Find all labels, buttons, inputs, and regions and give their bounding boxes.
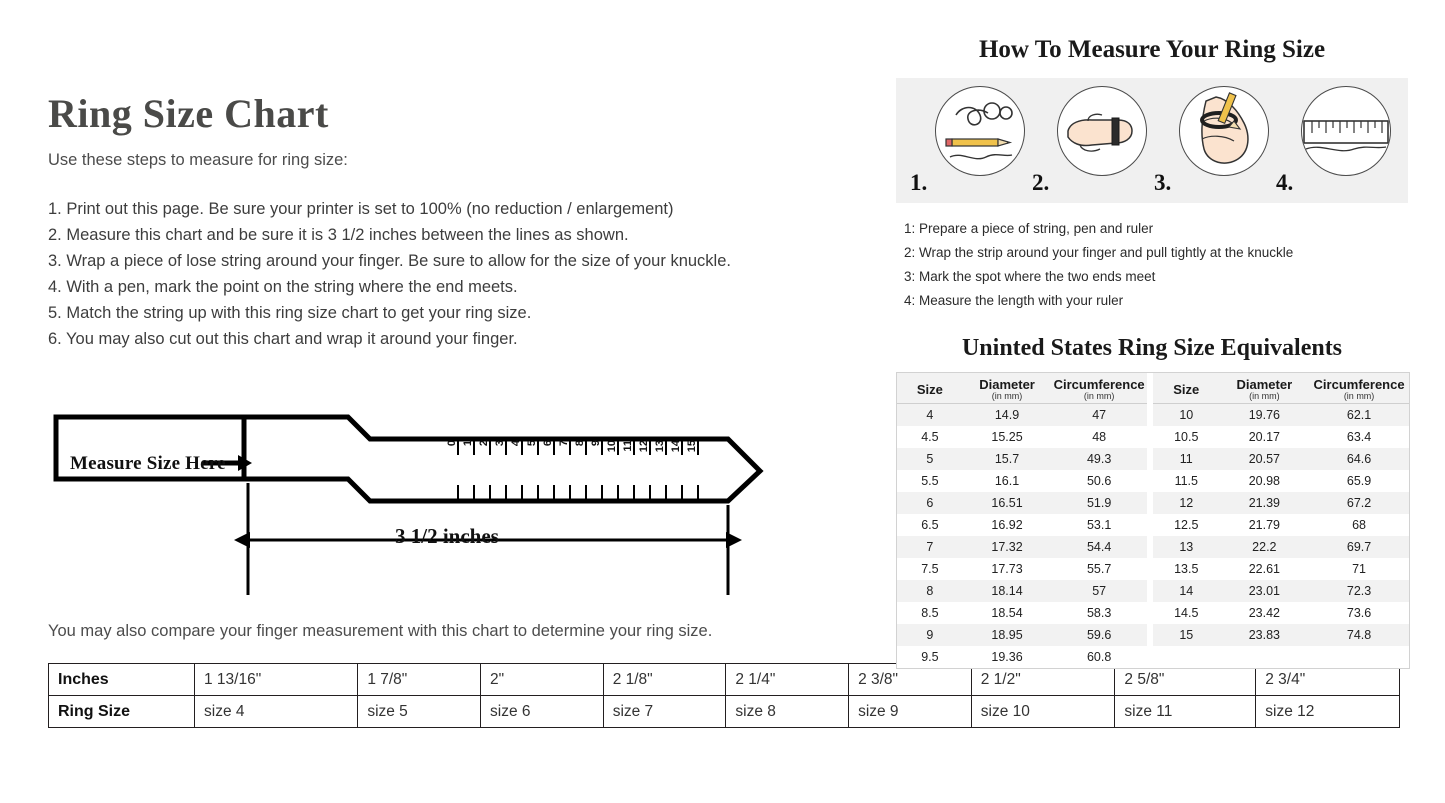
- cell-diameter: 16.92: [963, 514, 1052, 536]
- table-row: [897, 536, 1150, 558]
- table-row: [897, 602, 1150, 624]
- list-item: 3. Wrap a piece of lose string around your finger. Be sure to allow for the size of your knuckle.: [48, 252, 731, 270]
- ring-size-equivalents-table: [896, 372, 1410, 669]
- howto-number: 3.: [1154, 170, 1172, 195]
- cell-size: 14: [1153, 580, 1220, 602]
- compare-note: You may also compare your finger measurement with this chart to determine your ring size.: [48, 622, 713, 640]
- cell-diameter: 18.54: [963, 602, 1052, 624]
- column-header-circumference: [1309, 373, 1409, 404]
- tick-label: 9: [590, 440, 602, 447]
- cell-circumference: 47: [1051, 404, 1150, 427]
- table-row: [897, 514, 1150, 536]
- inches-ring-size-table: [48, 663, 1400, 728]
- table-cell: 1 13/16": [195, 664, 358, 696]
- table-cell: size 6: [481, 696, 604, 728]
- cell-size: [1153, 646, 1220, 668]
- cell-size: 7.5: [897, 558, 963, 580]
- cell-circumference: 73.6: [1309, 602, 1409, 624]
- tick-label: 10: [606, 440, 618, 453]
- list-item: 1: Prepare a piece of string, pen and ruler: [904, 221, 1154, 236]
- cell-size: 9.5: [897, 646, 963, 668]
- column-header-diameter-unit: (in mm): [1249, 390, 1280, 401]
- column-header-diameter: [1220, 373, 1310, 404]
- column-header-circumference-unit: (in mm): [1343, 390, 1375, 401]
- cell-circumference: 68: [1309, 514, 1409, 536]
- ruler-icon: [1301, 86, 1391, 176]
- equivalents-table-left: [897, 373, 1153, 668]
- column-header-diameter-unit: (in mm): [991, 390, 1023, 401]
- tick-label: 15: [686, 440, 698, 453]
- tick-label: 13: [654, 440, 666, 453]
- cell-circumference: 55.7: [1051, 558, 1150, 580]
- column-header-circumference-unit: (in mm): [1083, 390, 1115, 401]
- table-cell: size 9: [849, 696, 972, 728]
- cell-diameter: 16.51: [963, 492, 1052, 514]
- strip-tick-numbers: [447, 440, 717, 484]
- cell-circumference: 67.2: [1309, 492, 1409, 514]
- cell-diameter: [1220, 646, 1310, 668]
- howto-item-2: [1030, 86, 1152, 196]
- cell-diameter: 18.14: [963, 580, 1052, 602]
- cell-circumference: 50.6: [1051, 470, 1150, 492]
- strip-svg: [48, 405, 808, 620]
- tick-label: 4: [510, 440, 522, 447]
- table-cell: 1 7/8": [358, 664, 481, 696]
- column-header-diameter-label: Diameter: [979, 377, 1035, 392]
- cell-circumference: 62.1: [1309, 404, 1409, 427]
- cell-circumference: 51.9: [1051, 492, 1150, 514]
- cell-circumference: 72.3: [1309, 580, 1409, 602]
- cell-size: 8: [897, 580, 963, 602]
- column-header-diameter: [963, 373, 1052, 404]
- string-pencil-icon: [935, 86, 1025, 176]
- table-header-row: [897, 373, 1150, 404]
- table-header-row: [1153, 373, 1409, 404]
- table-cell: 2 5/8": [1115, 664, 1256, 696]
- list-item: 2. Measure this chart and be sure it is 3 1/2 inches between the lines as shown.: [48, 226, 629, 244]
- hand-pointing-ring-icon: [1057, 86, 1147, 176]
- table-cell: size 12: [1256, 696, 1400, 728]
- table-cell: 2 1/8": [603, 664, 726, 696]
- cell-diameter: 15.7: [963, 448, 1052, 470]
- column-header-size: Size: [897, 373, 963, 404]
- list-item: 6. You may also cut out this chart and wrap it around your finger.: [48, 330, 518, 348]
- table-row: [897, 558, 1150, 580]
- cell-size: 6.5: [897, 514, 963, 536]
- cell-circumference: 69.7: [1309, 536, 1409, 558]
- table-row: [897, 492, 1150, 514]
- cell-diameter: 15.25: [963, 426, 1052, 448]
- tick-label: 6: [542, 440, 554, 447]
- table-cell: size 7: [603, 696, 726, 728]
- column-header-size: Size: [1153, 373, 1220, 404]
- measure-size-here-label: Measure Size Here: [70, 453, 226, 474]
- table-row: [1153, 448, 1409, 470]
- cell-size: 5.5: [897, 470, 963, 492]
- cell-size: 6: [897, 492, 963, 514]
- table-row: [1153, 558, 1409, 580]
- cell-diameter: 22.61: [1220, 558, 1310, 580]
- cell-size: 4: [897, 404, 963, 427]
- tick-label: 12: [638, 440, 650, 453]
- left-column: [48, 90, 848, 352]
- cell-circumference: 74.8: [1309, 624, 1409, 646]
- cell-circumference: 71: [1309, 558, 1409, 580]
- cell-diameter: 21.39: [1220, 492, 1310, 514]
- cell-diameter: 20.17: [1220, 426, 1310, 448]
- table-row: [897, 580, 1150, 602]
- table-row: [1153, 492, 1409, 514]
- tick-label: 7: [558, 440, 570, 447]
- list-item: 4: Measure the length with your ruler: [904, 293, 1124, 308]
- howto-steps-list: [904, 217, 1408, 313]
- cell-size: 11.5: [1153, 470, 1220, 492]
- table-row: [1153, 470, 1409, 492]
- cell-circumference: 59.6: [1051, 624, 1150, 646]
- cell-circumference: 53.1: [1051, 514, 1150, 536]
- cell-size: 11: [1153, 448, 1220, 470]
- cell-diameter: 18.95: [963, 624, 1052, 646]
- howto-number: 2.: [1032, 170, 1050, 195]
- cell-diameter: 23.83: [1220, 624, 1310, 646]
- cell-size: 5: [897, 448, 963, 470]
- table-cell: size 4: [195, 696, 358, 728]
- column-header-diameter-label: Diameter: [1236, 377, 1293, 392]
- cell-circumference: [1309, 646, 1409, 668]
- cell-size: 10: [1153, 404, 1220, 427]
- cell-size: 7: [897, 536, 963, 558]
- table-row: [897, 404, 1150, 427]
- table-row: [897, 470, 1150, 492]
- table-row: [1153, 580, 1409, 602]
- cell-size: 4.5: [897, 426, 963, 448]
- howto-item-1: [908, 86, 1030, 196]
- equivalents-title: Uninted States Ring Size Equivalents: [961, 335, 1343, 361]
- tick-label: 8: [574, 440, 586, 447]
- tick-label: 5: [526, 440, 538, 447]
- list-item: 4. With a pen, mark the point on the string where the end meets.: [48, 278, 518, 296]
- table-row: [897, 646, 1150, 668]
- table-cell: 2": [481, 664, 604, 696]
- equivalents-table-right: [1153, 373, 1409, 668]
- cell-diameter: 19.76: [1220, 404, 1310, 427]
- column-header-circumference-label: Circumference: [1313, 377, 1405, 392]
- table-row: [897, 426, 1150, 448]
- howto-title: How To Measure Your Ring Size: [978, 36, 1326, 63]
- cell-circumference: 49.3: [1051, 448, 1150, 470]
- table-row: [897, 624, 1150, 646]
- list-item: 5. Match the string up with this ring size chart to get your ring size.: [48, 304, 532, 322]
- table-cell: 2 3/8": [849, 664, 972, 696]
- table-cell: 2 1/4": [726, 664, 849, 696]
- table-cell: size 5: [358, 696, 481, 728]
- table-row: [1153, 646, 1409, 668]
- howto-number: 1.: [910, 170, 928, 195]
- cell-diameter: 22.2: [1220, 536, 1310, 558]
- table-row: [1153, 536, 1409, 558]
- cell-circumference: 65.9: [1309, 470, 1409, 492]
- cell-circumference: 64.6: [1309, 448, 1409, 470]
- table-row: [1153, 426, 1409, 448]
- tick-label: 1: [462, 440, 474, 447]
- cell-circumference: 57: [1051, 580, 1150, 602]
- cell-diameter: 14.9: [963, 404, 1052, 427]
- howto-illustration-band: [896, 78, 1408, 203]
- tick-label: 14: [670, 440, 682, 453]
- tick-label: 11: [622, 440, 634, 452]
- cell-size: 13: [1153, 536, 1220, 558]
- page-title: Ring Size Chart: [48, 91, 329, 136]
- table-row: [1153, 404, 1409, 427]
- cell-diameter: 20.98: [1220, 470, 1310, 492]
- finger-wrap-pencil-icon: [1179, 86, 1269, 176]
- cell-diameter: 21.79: [1220, 514, 1310, 536]
- page-subtitle: Use these steps to measure for ring size:: [48, 151, 348, 169]
- table-cell: size 11: [1115, 696, 1256, 728]
- cell-size: 15: [1153, 624, 1220, 646]
- cell-diameter: 16.1: [963, 470, 1052, 492]
- cell-diameter: 23.42: [1220, 602, 1310, 624]
- table-row: [49, 696, 1400, 728]
- row-header-inches: Inches: [49, 664, 195, 696]
- cell-size: 12: [1153, 492, 1220, 514]
- table-cell: size 10: [971, 696, 1115, 728]
- table-cell: 2 3/4": [1256, 664, 1400, 696]
- table-cell: 2 1/2": [971, 664, 1115, 696]
- howto-number: 4.: [1276, 170, 1294, 195]
- cell-size: 12.5: [1153, 514, 1220, 536]
- cell-size: 10.5: [1153, 426, 1220, 448]
- cell-size: 14.5: [1153, 602, 1220, 624]
- cell-size: 8.5: [897, 602, 963, 624]
- cell-size: 13.5: [1153, 558, 1220, 580]
- table-cell: size 8: [726, 696, 849, 728]
- row-header-ring-size: Ring Size: [49, 696, 195, 728]
- strip-length-label: 3 1/2 inches: [395, 524, 499, 548]
- list-item: 3: Mark the spot where the two ends meet: [904, 269, 1156, 284]
- column-header-circumference: [1051, 373, 1150, 404]
- table-row: [897, 448, 1150, 470]
- cell-size: 9: [897, 624, 963, 646]
- tick-label: 0: [446, 440, 458, 447]
- cell-circumference: 63.4: [1309, 426, 1409, 448]
- measuring-strip-diagram: [48, 405, 808, 620]
- list-item: 2: Wrap the strip around your finger and pull tightly at the knuckle: [904, 245, 1294, 260]
- howto-item-4: [1274, 86, 1396, 196]
- cell-diameter: 19.36: [963, 646, 1052, 668]
- cell-circumference: 48: [1051, 426, 1150, 448]
- tick-label: 2: [478, 440, 490, 447]
- table-row: [1153, 602, 1409, 624]
- right-column: [896, 36, 1408, 669]
- table-row: [1153, 514, 1409, 536]
- cell-circumference: 60.8: [1051, 646, 1150, 668]
- column-header-circumference-label: Circumference: [1053, 377, 1145, 392]
- tick-label: 3: [494, 440, 506, 447]
- cell-diameter: 17.73: [963, 558, 1052, 580]
- cell-diameter: 20.57: [1220, 448, 1310, 470]
- cell-diameter: 23.01: [1220, 580, 1310, 602]
- cell-circumference: 54.4: [1051, 536, 1150, 558]
- cell-circumference: 58.3: [1051, 602, 1150, 624]
- table-row: [1153, 624, 1409, 646]
- instruction-steps-list: [48, 196, 848, 352]
- howto-item-3: [1152, 86, 1274, 196]
- cell-diameter: 17.32: [963, 536, 1052, 558]
- list-item: 1. Print out this page. Be sure your printer is set to 100% (no reduction / enlargement): [48, 200, 674, 218]
